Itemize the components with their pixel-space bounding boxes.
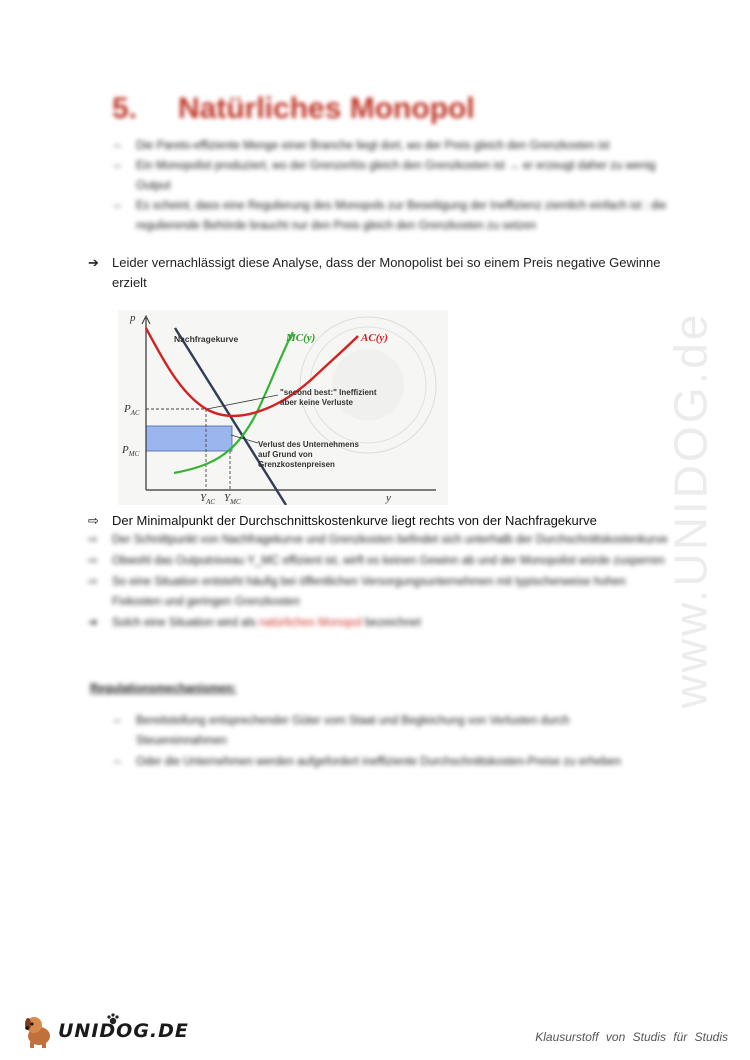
- second-best-line-1: "second best:" Ineffizient: [280, 388, 377, 397]
- p-mc-main: P: [122, 444, 129, 456]
- y-ac-sub: AC: [206, 498, 216, 507]
- page-title: [112, 92, 475, 126]
- mc-label-arg: (y): [303, 332, 316, 344]
- p-ac-tick: [124, 403, 140, 417]
- y-mc-main: Y: [224, 492, 231, 504]
- list-item-text: Die Pareto-effiziente Menge einer Branche liegt dort, wo der Preis gleich den Grenzkosten ist: [136, 140, 610, 152]
- mc-label-main: MC: [286, 332, 304, 344]
- dash-icon: –: [114, 160, 121, 172]
- p-mc-sub: MC: [128, 450, 140, 459]
- list-item: [88, 613, 668, 633]
- y-ac-main: Y: [200, 492, 207, 504]
- list-item: [88, 572, 668, 612]
- dash-icon: –: [114, 756, 121, 768]
- bold-arrow-icon: ➔: [88, 255, 99, 270]
- loss-line-2: auf Grund von: [258, 450, 313, 459]
- list-item-text: Bereitstellung entsprechender Güter vom Staat und Begleichung von Verlusten durch Steuereinnahmen: [136, 715, 570, 747]
- x-axis-label: y: [386, 492, 391, 504]
- dash-icon: –: [114, 715, 121, 727]
- loss-annotation: [258, 440, 359, 470]
- sentence-after: bezeichnet: [361, 617, 421, 629]
- natural-monopoly-sentence: [112, 617, 421, 629]
- intro-list: [114, 136, 674, 236]
- y-mc-sub: MC: [230, 498, 241, 507]
- p-ac-sub: AC: [130, 409, 140, 418]
- open-arrow-icon: ⇨: [88, 534, 98, 546]
- list-item: [88, 530, 668, 550]
- list-item-text: Es scheint, dass eine Regulierung des Monopols zur Beseitigung der Ineffizienz ziemlich einfach ist : die regulierende Behörde braucht nur den Preis gleich den Grenzkosten zu setzen: [136, 200, 667, 232]
- y-axis-label: p: [130, 312, 136, 324]
- monopoly-chart: [118, 310, 448, 505]
- section-heading: Regulationsmechanismen:: [90, 683, 237, 695]
- list-item: [114, 136, 674, 156]
- list-item-text: Der Schnittpunkt von Nachfragekurve und Grenzkosten befindet sich unterhalb der Durchschnittskostenkurve: [112, 534, 668, 546]
- open-arrow-icon: ⇨: [88, 576, 98, 588]
- list-item-text: Ein Monopolist produziert, wo der Grenzerlös gleich den Grenzkosten ist → er erzeugt daher zu wenig Output: [136, 160, 656, 192]
- bold-arrow-icon: ➔: [88, 617, 98, 629]
- clear-point-text: Der Minimalpunkt der Durchschnittskostenkurve liegt rechts von der Nachfragekurve: [112, 513, 597, 528]
- section-number: 5.: [112, 92, 138, 125]
- y-mc-tick: [224, 492, 241, 506]
- ac-label-arg: (y): [375, 332, 388, 344]
- list-item-text: Obwohl das Outputniveau Y_MC effizient ist, wirft es keinen Gewinn ab und der Monopolist würde zusperren: [112, 555, 665, 567]
- mc-label: [286, 332, 315, 344]
- list-item: [88, 551, 668, 571]
- open-arrow-icon: ⇨: [88, 555, 98, 567]
- list-item: [114, 156, 674, 196]
- loss-area: [146, 426, 232, 451]
- sentence-before: Solch eine Situation wird als: [112, 617, 260, 629]
- second-best-annotation: [280, 388, 376, 408]
- loss-line-3: Grenzkostenpreisen: [258, 460, 335, 469]
- dash-icon: –: [114, 200, 121, 212]
- section-title: Natürliches Monopol: [178, 92, 475, 125]
- logo-text: UNIDOG.DE: [58, 1020, 189, 1042]
- list-item-text: Oder die Unternehmen werden aufgefordert ineffiziente Durchschnittskosten-Preise zu erheben: [136, 756, 621, 768]
- watermark-text: www.UNIDOG.de: [664, 311, 717, 709]
- ac-label: [361, 332, 388, 344]
- list-item: [114, 752, 654, 772]
- y-ac-tick: [200, 492, 215, 506]
- dog-icon: [22, 1012, 60, 1050]
- list-item: [114, 711, 654, 751]
- clear-point-line: [88, 511, 688, 531]
- p-ac-main: P: [124, 403, 131, 415]
- later-list: [88, 530, 668, 634]
- highlight-term: natürliches Monopol: [259, 617, 362, 629]
- dash-icon: –: [114, 140, 121, 152]
- list-item-text: So eine Situation entsteht häufig bei öffentlichen Versorgungsunternehmen mit typischerweise hohen Fixkosten und geringen Grenzkosten: [112, 576, 626, 608]
- conclusion-text: Leider vernachlässigt diese Analyse, dass der Monopolist bei so einem Preis negative Gewinne erzielt: [112, 255, 661, 290]
- watermark: [640, 280, 740, 740]
- second-best-line-2: aber keine Verluste: [280, 398, 353, 407]
- open-arrow-icon: ⇨: [88, 513, 99, 528]
- conclusion-line: [88, 253, 678, 293]
- regulation-list: [114, 711, 654, 773]
- footer-tagline: Klausurstoff von Studis für Studis: [535, 1030, 728, 1044]
- demand-label: Nachfragekurve: [174, 334, 239, 344]
- p-mc-tick: [122, 444, 139, 458]
- loss-line-1: Verlust des Unternehmens: [258, 440, 359, 449]
- list-item: [114, 196, 674, 236]
- unidog-logo: [22, 1012, 189, 1052]
- ac-label-main: AC: [361, 332, 376, 344]
